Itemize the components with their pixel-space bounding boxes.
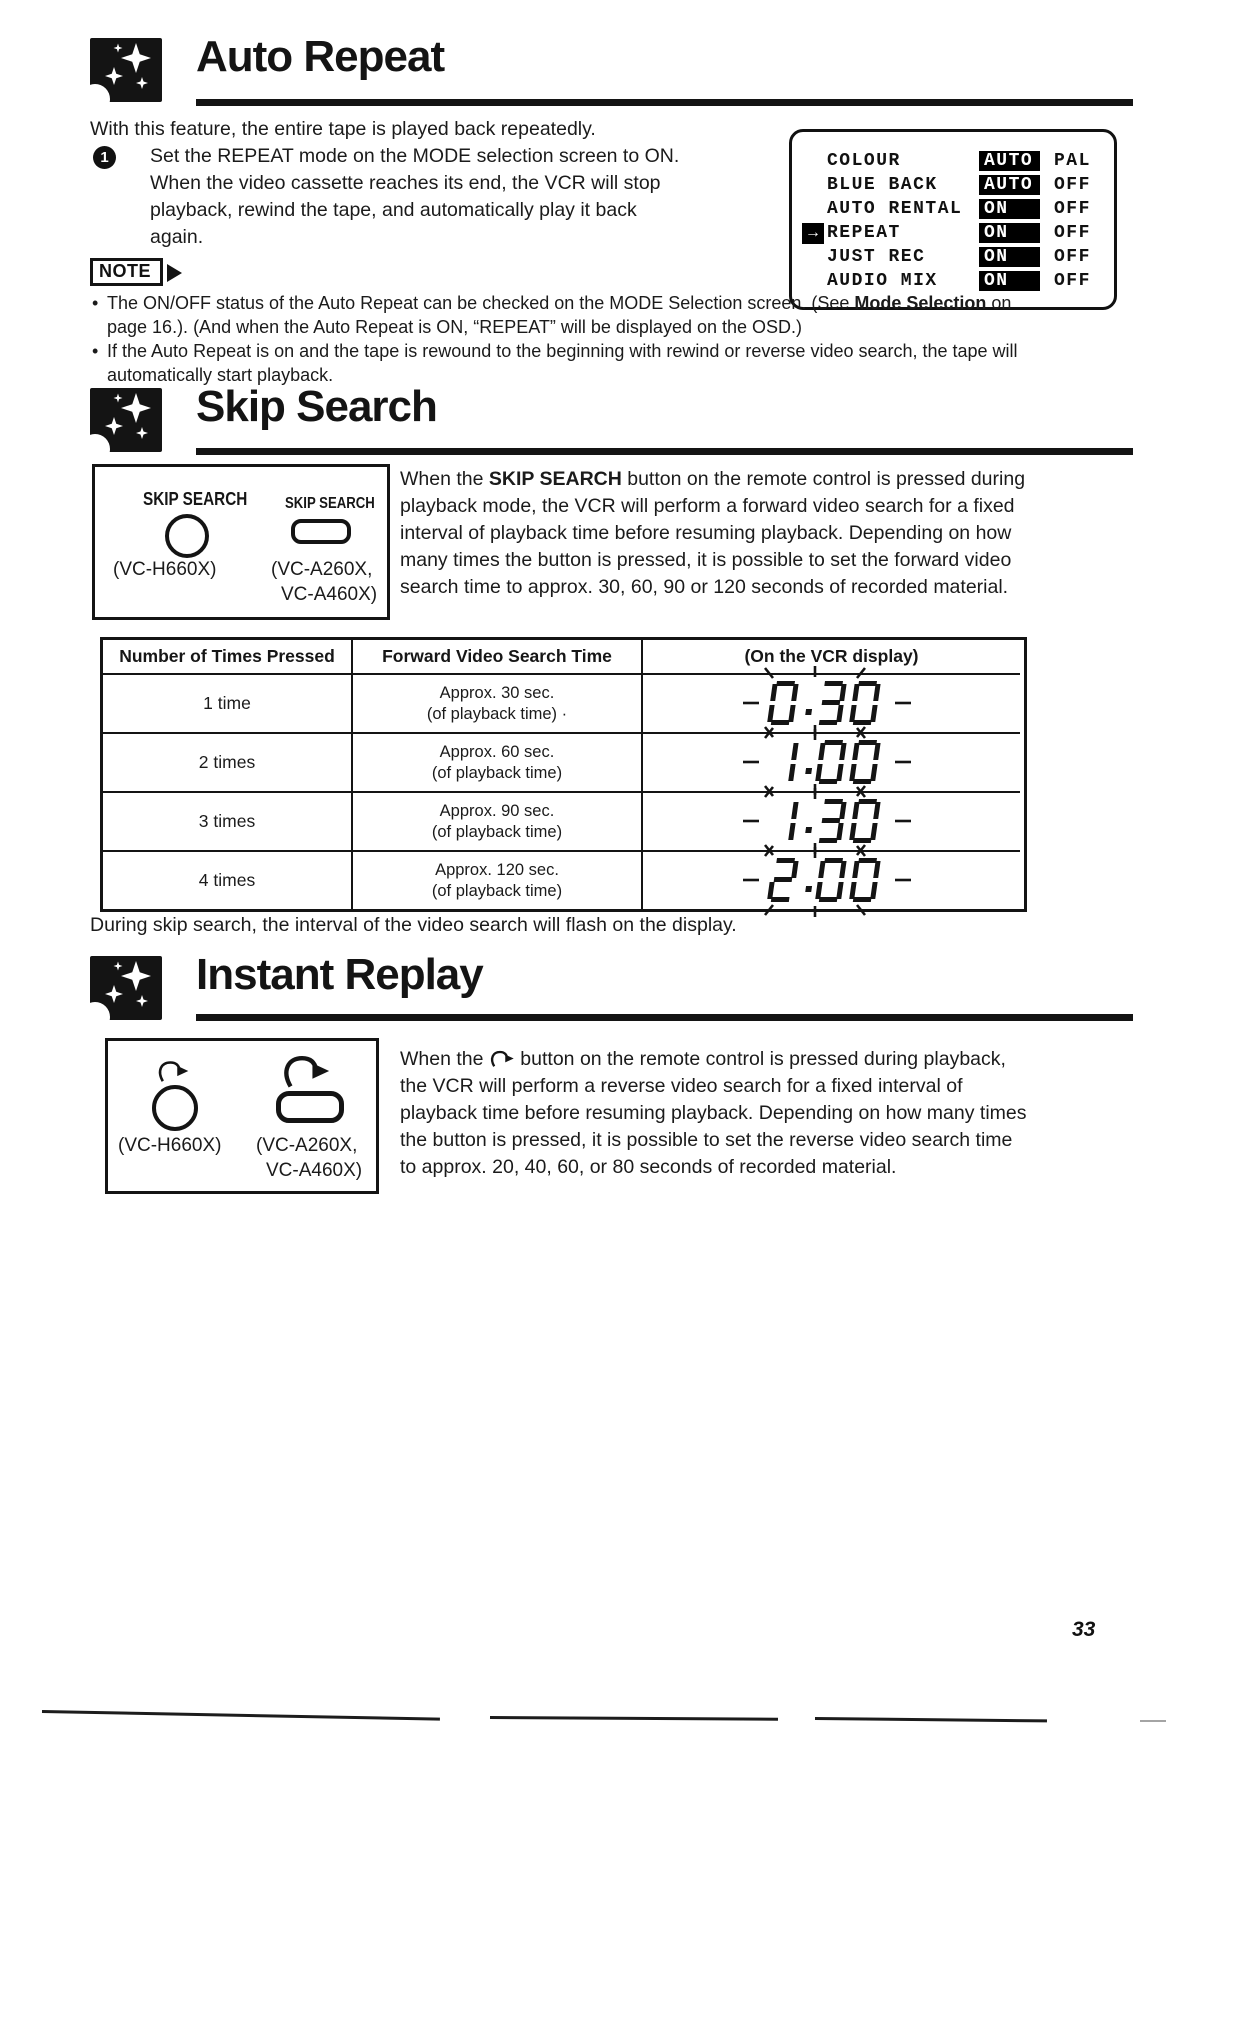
osd-alt-value: OFF — [1054, 271, 1091, 291]
search-time-cell — [353, 734, 643, 793]
paragraph-text: interval of playback time before resuming playback. Depending on how — [400, 522, 1012, 544]
column-header: Forward Video Search Time — [353, 640, 643, 675]
osd-value-highlight: ON — [979, 271, 1040, 291]
instant-replay-paragraph — [400, 1046, 1027, 1181]
paragraph-text: search time to approx. 30, 60, 90 or 120 seconds of recorded material. — [400, 576, 1009, 598]
paragraph-text: button on the remote control is pressed during — [621, 468, 1026, 490]
osd-label: AUDIO MIX — [827, 271, 938, 291]
note-list — [92, 291, 1152, 387]
search-time-line: Approx. 90 sec. — [439, 801, 555, 820]
step-1-text — [150, 143, 679, 251]
osd-label: REPEAT — [827, 223, 901, 243]
skip-search-pill-button — [291, 519, 351, 544]
search-time-line: (of playback time) · — [426, 704, 568, 723]
osd-alt-value: PAL — [1054, 151, 1091, 171]
search-time-cell — [353, 675, 643, 734]
search-time-line: (of playback time) — [431, 822, 563, 841]
paragraph-text: When the — [400, 1048, 489, 1070]
osd-row — [792, 149, 1114, 173]
osd-value-highlight: ON — [979, 223, 1040, 243]
osd-row-selected — [792, 221, 1114, 245]
paragraph-text: many times the button is pressed, it is possible to set the forward video — [400, 549, 1012, 571]
model-name: (VC-H660X) — [118, 1135, 222, 1156]
sparkle-section-icon — [90, 38, 162, 102]
skip-search-table — [100, 637, 1027, 912]
osd-row — [792, 197, 1114, 221]
note-arrow-icon — [167, 264, 182, 282]
note-text: on — [986, 293, 1012, 313]
times-pressed-cell: 1 time — [103, 675, 353, 734]
note-text: If the Auto Repeat is on and the tape is rewound to the beginning with rewind or reverse video search, the tape will — [107, 341, 1018, 361]
osd-row — [792, 173, 1114, 197]
paragraph-text: the button is pressed, it is possible to set the reverse video search time — [400, 1129, 1013, 1151]
step-line: playback, rewind the tape, and automatically play it back — [150, 199, 637, 221]
paragraph-text: playback mode, the VCR will perform a forward video search for a fixed — [400, 495, 1015, 517]
model-name: (VC-A260X, — [256, 1135, 358, 1156]
osd-alt-value: OFF — [1054, 199, 1091, 219]
instant-replay-icon — [156, 1059, 190, 1083]
scan-artifact-line — [42, 1710, 440, 1721]
instant-replay-pill-button — [276, 1091, 344, 1123]
paragraph-text: button on the remote control is pressed during playback, — [514, 1048, 1006, 1070]
mode-selection-osd — [789, 129, 1117, 310]
osd-row — [792, 269, 1114, 293]
instant-replay-icon — [280, 1053, 332, 1089]
column-header: (On the VCR display) — [643, 640, 1020, 675]
osd-label: COLOUR — [827, 151, 901, 171]
scan-artifact-line — [815, 1717, 1047, 1722]
scan-artifact-line — [1140, 1720, 1166, 1722]
paragraph-text: to approx. 20, 40, 60, or 80 seconds of recorded material. — [400, 1156, 897, 1178]
osd-alt-value: OFF — [1054, 247, 1091, 267]
note-label: NOTE — [90, 258, 163, 286]
osd-label: JUST REC — [827, 247, 926, 267]
instant-replay-round-button — [152, 1085, 198, 1131]
times-pressed-cell: 4 times — [103, 852, 353, 909]
page-number: 33 — [1072, 1618, 1096, 1641]
title-rule — [196, 1014, 1133, 1021]
model-name: (VC-H660X) — [113, 559, 217, 580]
title-rule — [196, 99, 1133, 106]
note-text: automatically start playback. — [107, 365, 334, 385]
search-time-line: Approx. 120 sec. — [435, 860, 559, 879]
skip-search-button-label: SKIP SEARCH — [143, 489, 248, 509]
instant-replay-button-panel — [105, 1038, 379, 1194]
search-time-cell — [353, 852, 643, 909]
note-text: The ON/OFF status of the Auto Repeat can be checked on the MODE Selection screen. (See — [107, 293, 855, 313]
auto-repeat-intro: With this feature, the entire tape is played back repeatedly. — [90, 118, 596, 140]
osd-value-highlight: AUTO — [979, 175, 1040, 195]
search-time-line: (of playback time) — [431, 881, 563, 900]
step-line: again. — [150, 226, 204, 248]
sparkle-section-icon — [90, 388, 162, 452]
scan-artifact-line — [490, 1716, 778, 1720]
osd-value-highlight: ON — [979, 247, 1040, 267]
note-badge — [90, 258, 182, 286]
osd-value-highlight: AUTO — [979, 151, 1040, 171]
skip-search-round-button — [165, 514, 209, 558]
osd-label: BLUE BACK — [827, 175, 938, 195]
search-time-cell — [353, 793, 643, 852]
paragraph-text: playback time before resuming playback. Depending on how many times — [400, 1102, 1027, 1124]
step-1-badge: 1 — [93, 146, 116, 169]
instant-replay-icon — [489, 1049, 515, 1068]
osd-alt-value: OFF — [1054, 175, 1091, 195]
note-text: page 16.). (And when the Auto Repeat is ON, “REPEAT” will be displayed on the OSD.) — [107, 317, 803, 337]
osd-row — [792, 245, 1114, 269]
skip-search-footnote: During skip search, the interval of the video search will flash on the display. — [90, 914, 737, 936]
skip-search-paragraph — [400, 466, 1025, 601]
section-title-instant-replay: Instant Replay — [196, 950, 483, 999]
osd-value-highlight: ON — [979, 199, 1040, 219]
bullet-icon: • — [92, 293, 99, 313]
times-pressed-cell: 3 times — [103, 793, 353, 852]
section-title-auto-repeat: Auto Repeat — [196, 32, 445, 81]
title-rule — [196, 448, 1133, 455]
column-header: Number of Times Pressed — [103, 640, 353, 675]
step-line: Set the REPEAT mode on the MODE selection screen to ON. — [150, 145, 680, 167]
paragraph-text-bold: SKIP SEARCH — [488, 468, 622, 490]
model-name: VC-A460X) — [281, 584, 378, 605]
search-time-line: (of playback time) — [431, 763, 563, 782]
osd-label: AUTO RENTAL — [827, 199, 963, 219]
skip-search-button-label: SKIP SEARCH — [285, 495, 375, 512]
search-time-line: Approx. 30 sec. — [439, 683, 555, 702]
vcr-display-cell — [643, 852, 1020, 909]
osd-alt-value: OFF — [1054, 223, 1091, 243]
osd-cursor-arrow-icon: → — [802, 223, 824, 244]
search-time-line: Approx. 60 sec. — [439, 742, 555, 761]
note-item — [92, 291, 1152, 339]
note-item — [92, 339, 1152, 387]
table-row — [103, 852, 1024, 909]
paragraph-text: When the — [400, 468, 489, 490]
model-name: VC-A460X) — [266, 1160, 363, 1181]
times-pressed-cell: 2 times — [103, 734, 353, 793]
model-name: (VC-A260X, — [271, 559, 373, 580]
bullet-icon: • — [92, 341, 99, 361]
section-title-skip-search: Skip Search — [196, 382, 437, 431]
paragraph-text: the VCR will perform a reverse video search for a fixed interval of — [400, 1075, 963, 1097]
note-text-bold: Mode Selection — [854, 293, 987, 313]
step-line: When the video cassette reaches its end, the VCR will stop — [150, 172, 661, 194]
skip-search-button-panel — [92, 464, 390, 620]
sparkle-section-icon — [90, 956, 162, 1020]
